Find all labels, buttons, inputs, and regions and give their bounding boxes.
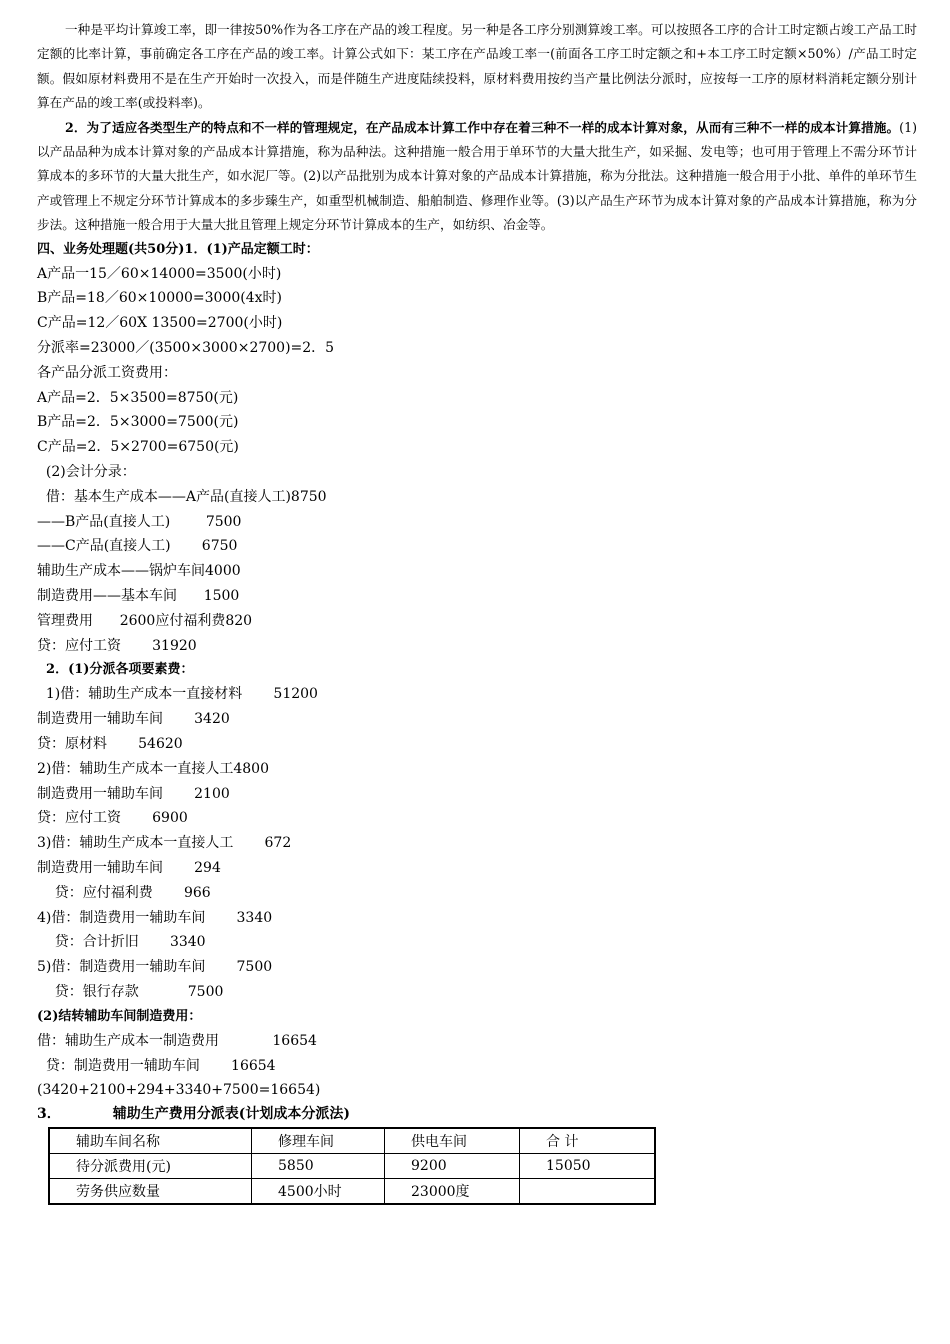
table-cell: 供电车间 xyxy=(385,1128,520,1154)
q2-sub-line: 借：辅助生产成本一制造费用 16654 xyxy=(37,1032,317,1049)
document-page xyxy=(37,18,917,1205)
q1-line: B产品=18／60×10000=3000(4x时) xyxy=(37,290,282,307)
table-cell: 15050 xyxy=(520,1154,656,1179)
q1-line: 分派率=23000／(3500×3000×2700)=2．5 xyxy=(37,340,335,357)
q1-line: 贷：应付工资 31920 xyxy=(37,637,197,654)
q1-line: ——C产品(直接人工) 6750 xyxy=(37,538,238,555)
q1-line: C产品=12／60X 13500=2700(小时) xyxy=(37,315,283,332)
q2-line: 4)借：制造费用一辅助车间 3340 xyxy=(37,909,273,926)
q1-line: 辅助生产成本——锅炉车间4000 xyxy=(37,563,241,580)
table-cell: 辅助车间名称 xyxy=(49,1128,252,1154)
table-row xyxy=(49,1154,655,1179)
table-cell: 待分派费用(元) xyxy=(49,1154,252,1179)
table-cell: 9200 xyxy=(385,1154,520,1179)
q2-line: 3)借：辅助生产成本一直接人工 672 xyxy=(37,835,292,852)
q2-sub-line: (3420+2100+294+3340+7500=16654) xyxy=(37,1082,321,1099)
q2-line: 贷：合计折旧 3340 xyxy=(37,934,206,951)
table-row xyxy=(49,1128,655,1154)
q2-line: 5)借：制造费用一辅助车间 7500 xyxy=(37,959,273,976)
question1-block xyxy=(37,262,917,659)
q2-line: 制造费用一辅助车间 294 xyxy=(37,859,221,876)
allocation-table xyxy=(48,1127,656,1205)
q2-line: 1)借：辅助生产成本一直接材料 51200 xyxy=(37,686,318,703)
paragraph-cost-methods xyxy=(37,116,917,238)
paragraph-completion-rate: 一种是平均计算竣工率，即一律按50%作为各工序在产品的竣工程度。另一种是各工序分别测算竣工率。可以按照各工序的合计工时定额占竣工产品工时定额的比率计算，事前确定各工序在产品的竣工率。计算公式如下：某工序在产品竣工率一(前面各工序工时定额之和+本工序工时定额×50%）/产品工时定额。假如原材料费用不是在生产开始时一次投入，而是伴随生产进度陆续投料，原材料费用按约当产量比例法分派时，应按每一工序的原材料消耗定额分别计算在产品的竣工率(或投料率)。 xyxy=(37,22,917,111)
table-cell: 劳务供应数量 xyxy=(49,1179,252,1205)
table-cell: 5850 xyxy=(252,1154,385,1179)
section-heading: 四、业务处理题(共50分)1．(1)产品定额工时： xyxy=(37,241,319,257)
q1-line: 借：基本生产成本——A产品(直接人工)8750 xyxy=(37,488,327,505)
allocation-table-wrap xyxy=(48,1127,917,1205)
table-cell xyxy=(520,1179,656,1205)
q1-line: 管理费用 2600应付福利费820 xyxy=(37,612,253,629)
q2-sub-line: 贷：制造费用一辅助车间 16654 xyxy=(37,1057,276,1074)
q2-line: 贷：应付福利费 966 xyxy=(37,884,211,901)
paragraph-cost-methods-body: (1)以产品品种为成本计算对象的产品成本计算措施，称为品种法。这种措施一般合用于单环节的大量大批生产，如采掘、发电等；也可用于管理上不需分环节计算成本的多环节的大量大批生产，如水泥厂等。(2)以产品批别为成本计算对象的产品成本计算措施，称为分批法。这种措施一般合用于小批、单件的单环节生产或管理上不规定分环节计算成本的多步臻生产，如重型机械制造、船舶制造、修理作业等。(3)以产品生产环节为成本计算对象的产品成本计算措施，称为分步法。这种措施一般合用于大量大批且管理上规定分环节计算成本的生产，如纺织、冶金等。 xyxy=(37,119,917,233)
q1-line: (2)会计分录： xyxy=(37,464,136,481)
q3-title: 辅助生产费用分派表(计划成本分派法) xyxy=(112,1106,350,1123)
q3-number: 3． xyxy=(37,1106,61,1123)
table-cell: 4500小时 xyxy=(252,1179,385,1205)
table-cell: 修理车间 xyxy=(252,1128,385,1154)
table-row xyxy=(49,1179,655,1205)
q2-line: 制造费用一辅助车间 3420 xyxy=(37,711,230,728)
paragraph-cost-methods-lead: 2．为了适应各类型生产的特点和不一样的管理规定，在产品成本计算工作中存在着三种不一样的成本计算对象，从而有三种不一样的成本计算措施。 xyxy=(65,119,900,135)
q2-line: 2)借：辅助生产成本一直接人工4800 xyxy=(37,760,269,777)
q2-line: 贷：银行存款 7500 xyxy=(37,983,224,1000)
q2-sub-heading: (2)结转辅助车间制造费用： xyxy=(37,1008,202,1024)
q2-line: 制造费用一辅助车间 2100 xyxy=(37,785,230,802)
q1-line: C产品=2．5×2700=6750(元) xyxy=(37,439,239,456)
q1-line: B产品=2．5×3000=7500(元) xyxy=(37,414,239,431)
q1-line: 制造费用——基本车间 1500 xyxy=(37,588,240,605)
q1-line: A产品=2．5×3500=8750(元) xyxy=(37,389,239,406)
q1-line: 各产品分派工资费用： xyxy=(37,364,177,381)
q1-line: ——B产品(直接人工) 7500 xyxy=(37,513,242,530)
table-cell: 23000度 xyxy=(385,1179,520,1205)
q2-line: 贷：原材料 54620 xyxy=(37,736,183,752)
q1-line: A产品一15／60×14000=3500(小时) xyxy=(37,265,282,282)
question2-block xyxy=(37,682,917,1004)
q2-heading: 2．(1)分派各项要素费： xyxy=(37,662,194,678)
q2-line: 贷：应付工资 6900 xyxy=(37,810,188,827)
table-cell: 合 计 xyxy=(520,1128,656,1154)
q3-heading xyxy=(37,1103,917,1126)
